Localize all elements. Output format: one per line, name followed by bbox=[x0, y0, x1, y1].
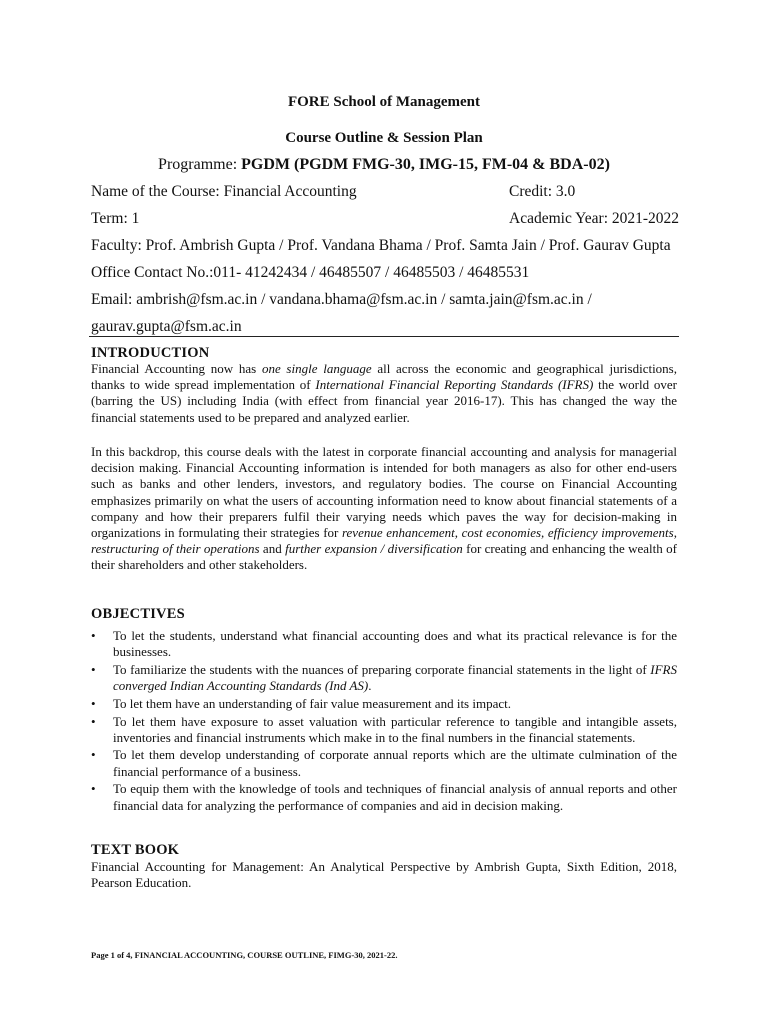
email-line-1: Email: ambrish@fsm.ac.in / vandana.bhama@fsm.ac.in / samta.jain@fsm.ac.in / bbox=[91, 291, 592, 308]
textbook-citation: Financial Accounting for Management: An Analytical Perspective by Ambrish Gupta, Sixth Edition, 2018, Pearson Education. bbox=[91, 859, 677, 891]
document-title: Course Outline & Session Plan bbox=[285, 130, 483, 146]
objectives-list bbox=[91, 628, 677, 815]
email-line-2: gaurav.gupta@fsm.ac.in bbox=[91, 318, 242, 335]
academic-year: Academic Year: 2021-2022 bbox=[509, 210, 680, 227]
objectives-heading: OBJECTIVES bbox=[91, 606, 185, 622]
programme-value: PGDM (PGDM FMG-30, IMG-15, FM-04 & BDA-02) bbox=[241, 156, 610, 173]
course-term: Term: 1 bbox=[91, 210, 140, 227]
list-item: • To equip them with the knowledge of tools and techniques of financial analysis of annual reports and other financial data for analyzing the performance of companies and aid in decision making. bbox=[91, 781, 677, 813]
introduction-paragraph-2: In this backdrop, this course deals with the latest in corporate financial accounting and analysis for managerial decision making. Financial Accounting information is intended for both managers as also for other end-users such as banks and other lenders, investors, and regulatory bodies. The course on Financial Accounting emphasizes primarily on what the users of accounting information need to know about financial statements of a company and how their preparers fulfil their varying needs which paves the way for decision-making in organizations in formulating their strategies for revenue enhancement, cost economies, efficiency improvements, restructuring of their operations and further expansion / diversification for creating and enhancing the wealth of their shareholders and other stakeholders. bbox=[91, 444, 677, 573]
introduction-paragraph-1: Financial Accounting now has one single language all across the economic and geographical jurisdictions, thanks to wide spread implementation of International Financial Reporting Standards (IFRS) the world over (barring the US) including India (with effect from financial year 2016-17). This has changed the way the financial statements used to be prepared and analyzed earlier. bbox=[91, 361, 678, 425]
page-footer: Page 1 of 4, FINANCIAL ACCOUNTING, COURSE OUTLINE, FIMG-30, 2021-22. bbox=[91, 950, 398, 960]
list-item: • To let the students, understand what financial accounting does and what its practical relevance is for the businesses. bbox=[91, 628, 677, 660]
office-contact: Office Contact No.:011- 41242434 / 46485507 / 46485503 / 46485531 bbox=[91, 264, 530, 281]
school-name: FORE School of Management bbox=[287, 94, 481, 110]
textbook-heading: TEXT BOOK bbox=[91, 842, 180, 858]
introduction-heading: INTRODUCTION bbox=[91, 345, 210, 361]
list-item: • To familiarize the students with the nuances of preparing corporate financial statements in the light of IFRS converged Indian Accounting Standards (Ind AS). bbox=[91, 661, 677, 694]
faculty-line: Faculty: Prof. Ambrish Gupta / Prof. Vandana Bhama / Prof. Samta Jain / Prof. Gaurav Gupta bbox=[91, 237, 671, 254]
list-item: • To let them develop understanding of corporate annual reports which are the ultimate culmination of the financial performance of a business. bbox=[91, 747, 677, 779]
programme-line bbox=[0, 156, 768, 174]
header-divider bbox=[89, 336, 679, 337]
list-item: • To let them have exposure to asset valuation with particular reference to tangible and intangible assets, inventories and financial instruments which make in to the final numbers in the financial statements. bbox=[91, 713, 677, 745]
course-name: Name of the Course: Financial Accounting bbox=[91, 183, 357, 200]
list-item: • To let them have an understanding of fair value measurement and its impact. bbox=[91, 695, 511, 711]
programme-label: Programme: bbox=[158, 156, 238, 173]
course-credit: Credit: 3.0 bbox=[509, 183, 576, 200]
